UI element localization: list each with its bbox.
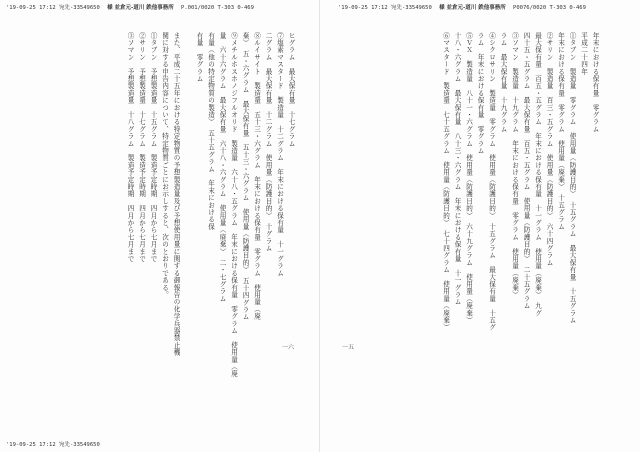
right-fax-sender: 様 並倉元-道川 鉄他事務所	[439, 5, 506, 11]
text-column: 年末における保有量 零グラム 使用量（廃棄） 十五グラム	[556, 32, 565, 231]
text-column: 十八・六グラム 最大保有量 八十三・六グラム 年末における保有量 十一グラム	[453, 32, 461, 306]
text-column: ⑨メチルホスホノジフルオリド 製造量 六十八・五グラム 年末における保有量 零グラム 使用量（廃	[229, 32, 238, 378]
text-column: ラム 年末における保有量 零グラム	[476, 32, 484, 155]
text-column: 四十五・五グラム 最大保有量 百五・五グラム 使用量（防護目的） 二十五グラム	[522, 32, 530, 310]
left-page-number: 一六	[282, 344, 295, 351]
text-column: 年末における保有量 零グラム	[591, 32, 599, 133]
text-column: ①タブン 製造量 零グラム 使用量（防護目的） 十五グラム 最大保有量 十五グラム	[568, 32, 576, 324]
text-column: 有量 零グラム	[195, 32, 203, 83]
right-page-text	[334, 32, 600, 402]
text-column: 棄） 五・六グラム 最大保有量 五十三・六グラム 使用量（防護目的） 五十四グラム	[241, 32, 249, 321]
text-column: 平成二十四年	[579, 32, 588, 76]
text-column: ③ソマン 予想製造量 十八グラム 製造予定時期 四月から七月まで	[126, 32, 134, 263]
text-column: ②サリン 予想製造量 十七グラム 製造予定時期 四月から七月まで	[137, 32, 146, 263]
right-page-number: 一五	[342, 344, 355, 351]
text-column: ⑤ＶＸ 製造量 八十一・六グラム 使用量（防護目的） 六十九グラム 使用量（廃棄）	[464, 32, 473, 324]
text-column: ⑧ルイサイト 製造量 五十三・六グラム 年末における保有量 零グラム 使用量（廃	[252, 32, 261, 320]
right-page	[320, 0, 640, 452]
text-column: ④シクロサリン 製造量 零グラム 使用量（防護目的） 十五グラム 最大保有量 十五グ	[487, 32, 496, 332]
text-column: 量 六十六グラム 最大保有量 六十八・六グラム 使用量（廃棄） 二・七グラム	[218, 32, 226, 303]
text-column: 最大保有量 百五・五グラム 年末における保有量 十一グラム 使用量（廃棄） 九グ	[533, 32, 542, 317]
text-column: ②サリン 製造量 百三・五グラム 使用量（防護目的） 六十四グラム	[545, 32, 553, 267]
text-column: 二グラム 最大保有量 十二グラム 使用量（防護目的） 十グラム	[264, 32, 272, 252]
right-fax-ref: P0076/0020 T-303 0-469	[513, 5, 586, 11]
text-column: また、平成二十五年における特定物質の予想製造量及び予想使用量に関する御報告の化学兵器禁止機	[172, 32, 180, 356]
left-page-text	[14, 32, 296, 402]
text-column: ⑦塩素マスタード 製造量 十二グラム 年末における保有量 十一グラム	[275, 32, 284, 277]
text-column: ラム 最大保有量 十九グラム	[499, 32, 507, 133]
text-column: ①タブン 予想製造量 十五グラム 製造予定時期 四月から七月まで	[149, 32, 157, 263]
left-fax-ref: P.001/0020 T-303 0-469	[181, 5, 254, 11]
text-column: 関に対する申告内容について、特定物質ごとにお示しすると、次のとおりである。	[160, 32, 169, 299]
right-fax-header	[338, 3, 586, 11]
text-column: ヒグラム 最大保有量 十七グラム	[287, 32, 295, 148]
right-fax-timestamp: '19-09-25 17:12 宛先-33549650	[338, 5, 432, 11]
text-column: 有量（他の特定物質の製造） 五十五グラム 年末における保	[206, 32, 215, 231]
blank-column	[181, 32, 193, 402]
left-fax-header	[6, 3, 254, 11]
text-column: ⑥マスタード 製造量 七十五グラム 使用量（防護目的） 七十四グラム 使用量（廃棄）	[441, 32, 450, 332]
left-fax-sender: 様 並倉元-道川 鉄他事務所	[107, 5, 174, 11]
left-fax-timestamp: '19-09-25 17:12 宛先-33549650	[6, 5, 100, 11]
left-fax-footer: '19-09-25 17:12 宛先-33549650	[6, 442, 100, 448]
text-column: ③ソマン 製造量 十九グラム 年末における保有量 零グラム 使用量（廃棄）	[510, 32, 519, 299]
